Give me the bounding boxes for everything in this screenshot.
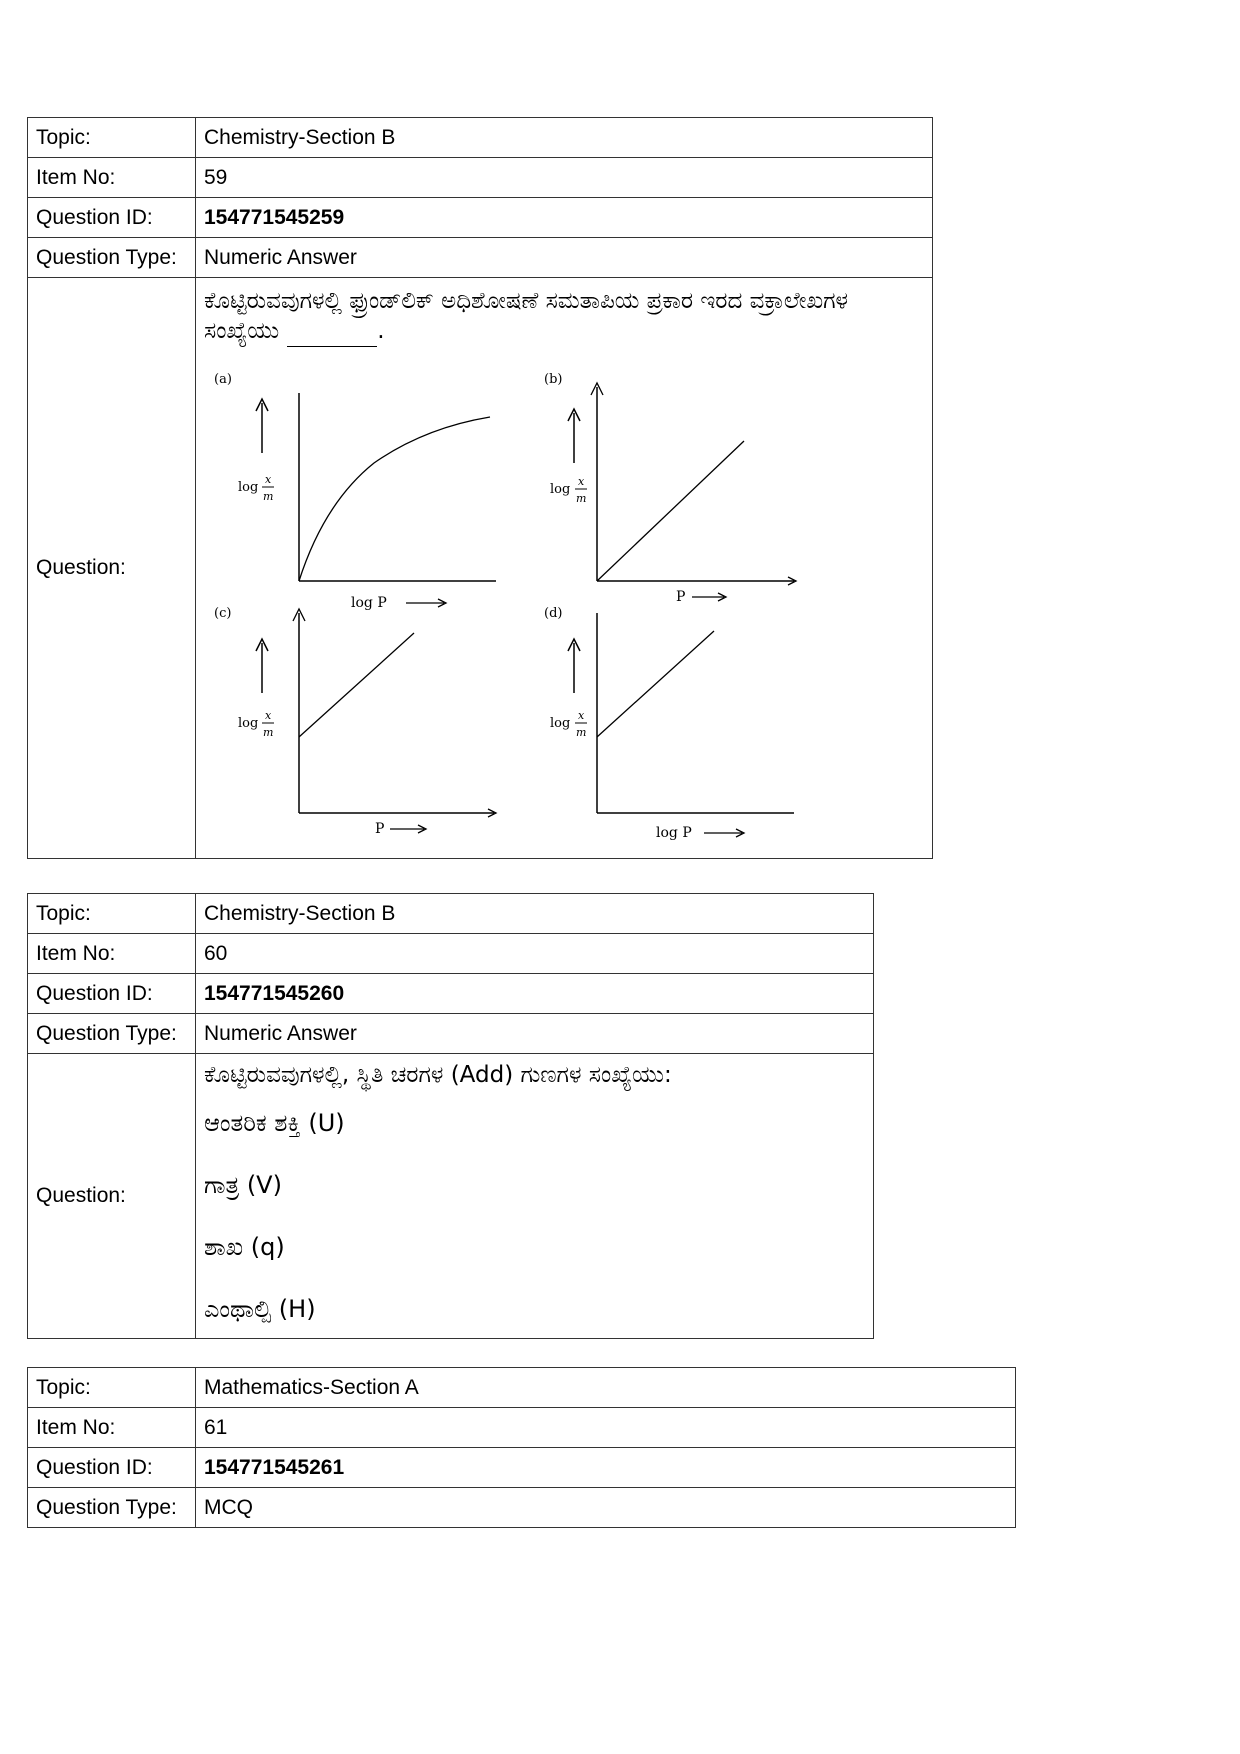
question-body <box>196 278 933 859</box>
y-axis-label: log <box>238 716 259 731</box>
graph-label: (d) <box>544 606 563 621</box>
option-item: ಆಂತರಿಕ ಶಕ್ತಿ (U) <box>204 1109 345 1137</box>
graph-d <box>544 587 844 857</box>
x-axis-label: P <box>375 821 385 837</box>
topic-value: Chemistry-Section B <box>196 118 933 158</box>
y-frac-den: m <box>576 492 587 505</box>
question-text <box>204 278 924 347</box>
question-card-60 <box>27 893 874 1339</box>
x-axis-label: P <box>676 589 686 605</box>
question-body <box>196 1054 874 1339</box>
item-no-value: 60 <box>196 934 874 974</box>
y-frac-den: m <box>263 726 274 739</box>
option-item: ಎಂಥಾಲ್ಪಿ (H) <box>204 1295 316 1323</box>
question-type-label: Question Type: <box>28 1014 196 1054</box>
topic-label: Topic: <box>28 894 196 934</box>
answer-blank <box>287 316 377 347</box>
topic-label: Topic: <box>28 1368 196 1408</box>
adsorption-line <box>597 441 744 581</box>
adsorption-line <box>299 633 414 737</box>
question-label: Question: <box>28 278 196 859</box>
y-axis-label: log <box>550 482 571 497</box>
graph-b <box>544 353 844 613</box>
y-frac-num: x <box>578 709 585 722</box>
question-id-label: Question ID: <box>28 974 196 1014</box>
y-frac-num: x <box>265 709 272 722</box>
question-type-value: MCQ <box>196 1488 1016 1528</box>
y-frac-num: x <box>578 475 585 488</box>
graph-label: (c) <box>214 606 232 621</box>
question-id-value: 154771545259 <box>196 198 933 238</box>
question-id-label: Question ID: <box>28 1448 196 1488</box>
y-axis-label: log <box>238 480 259 495</box>
x-axis-label: log P <box>656 825 692 841</box>
graph-a <box>204 353 504 613</box>
item-no-value: 61 <box>196 1408 1016 1448</box>
question-type-label: Question Type: <box>28 1488 196 1528</box>
item-no-value: 59 <box>196 158 933 198</box>
question-id-label: Question ID: <box>28 198 196 238</box>
question-card-61 <box>27 1367 1016 1528</box>
item-no-label: Item No: <box>28 1408 196 1448</box>
graph-label: (a) <box>214 372 232 387</box>
graph-c <box>204 587 504 857</box>
y-frac-den: m <box>576 726 587 739</box>
question-label: Question: <box>28 1054 196 1339</box>
x-axis-label: log P <box>351 595 387 611</box>
adsorption-curve <box>299 417 490 581</box>
graph-label: (b) <box>544 372 563 387</box>
topic-value: Chemistry-Section B <box>196 894 874 934</box>
question-id-value: 154771545261 <box>196 1448 1016 1488</box>
topic-label: Topic: <box>28 118 196 158</box>
question-card-59 <box>27 117 933 859</box>
question-type-value: Numeric Answer <box>196 238 933 278</box>
y-axis-label: log <box>550 716 571 731</box>
question-text: ಕೊಟ್ಟಿರುವವುಗಳಲ್ಲಿ, ಸ್ಥಿತಿ ಚರಗಳ (Add) ಗುಣಗಳ ಸಂಖ್ಯೆಯು: <box>204 1062 672 1088</box>
y-frac-num: x <box>265 473 272 486</box>
item-no-label: Item No: <box>28 934 196 974</box>
option-item: ಗಾತ್ರ (V) <box>204 1171 282 1199</box>
question-stem: ಕೊಟ್ಟಿರುವವುಗಳಲ್ಲಿ ಫ್ರುಂಡ್‌ಲಿಕ್ ಅಧಿಶೋಷಣೆ ಸಮತಾಪಿಯ ಪ್ರಕಾರ ಇರದ ವಕ್ರಾಲೇಖಗಳ ಸಂಖ್ಯೆಯು <box>204 288 849 344</box>
graph-grid <box>204 353 924 853</box>
question-id-value: 154771545260 <box>196 974 874 1014</box>
option-item: ಶಾಖ (q) <box>204 1233 285 1261</box>
question-type-label: Question Type: <box>28 238 196 278</box>
item-no-label: Item No: <box>28 158 196 198</box>
y-frac-den: m <box>263 490 274 503</box>
adsorption-line <box>597 631 714 737</box>
question-type-value: Numeric Answer <box>196 1014 874 1054</box>
topic-value: Mathematics-Section A <box>196 1368 1016 1408</box>
question-suffix: . <box>377 318 385 344</box>
